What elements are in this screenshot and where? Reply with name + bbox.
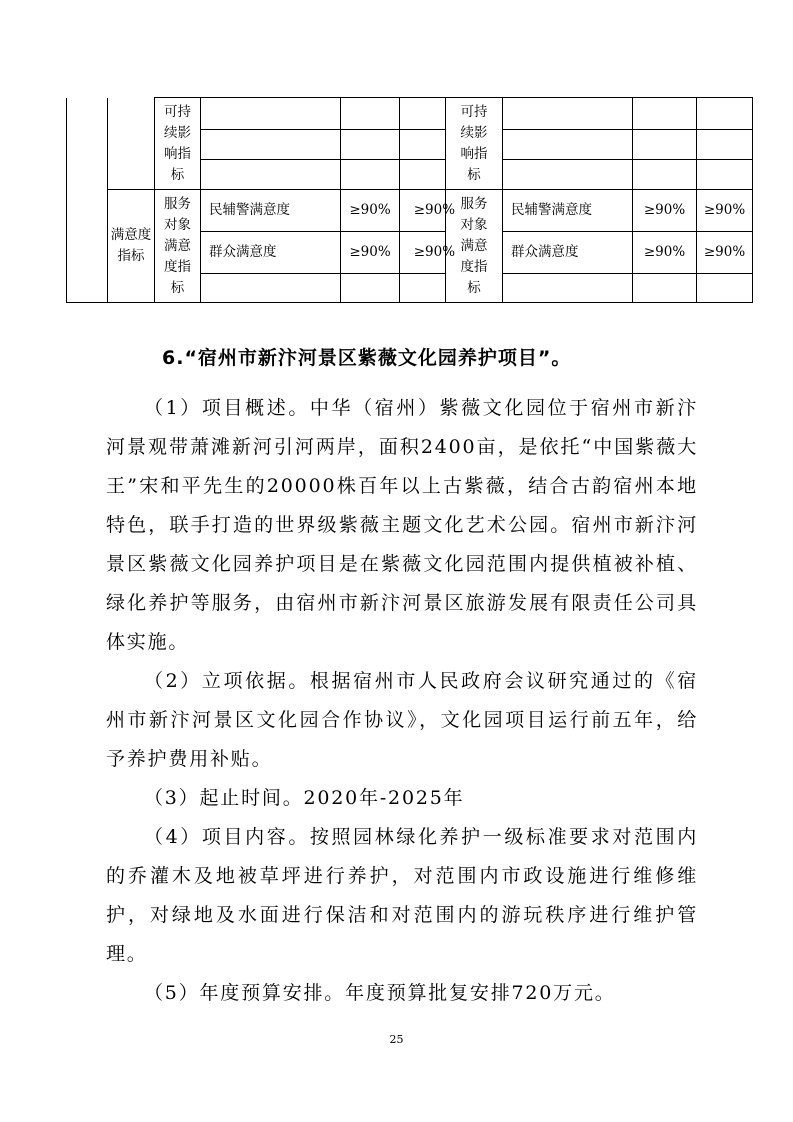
category-cell-blank bbox=[108, 98, 155, 190]
target-value-2: ≥90% bbox=[633, 190, 697, 232]
service-indicator-label-2: 服务对象满意度指标 bbox=[446, 190, 503, 303]
table-cell bbox=[201, 274, 341, 303]
table-cell bbox=[341, 98, 400, 130]
table-cell bbox=[633, 160, 697, 190]
paragraph-period: （3）起止时间。2020年-2025年 bbox=[144, 787, 465, 809]
table-cell bbox=[697, 98, 753, 130]
table-cell bbox=[697, 274, 753, 303]
indicator-item: 群众满意度 bbox=[201, 232, 341, 274]
service-indicator-label: 服务对象满意度指标 bbox=[155, 190, 201, 303]
actual-value: ≥90% bbox=[400, 190, 446, 232]
actual-value: ≥90% bbox=[400, 232, 446, 274]
satisfaction-indicator-label: 满意度指标 bbox=[108, 190, 155, 303]
actual-value-2: ≥90% bbox=[697, 232, 753, 274]
table-cell bbox=[697, 160, 753, 190]
paragraph-basis: （2）立项依据。根据宿州市人民政府会议研究通过的《宿州市新汴河景区文化园合作协议》，文化园项目运行前五年，给予养护费用补贴。 bbox=[106, 670, 698, 770]
table-cell bbox=[633, 274, 697, 303]
sustain-indicator-label-2: 可持续影响指标 bbox=[446, 98, 503, 190]
table-cell bbox=[201, 98, 341, 130]
target-value: ≥90% bbox=[341, 232, 400, 274]
table-cell bbox=[400, 130, 446, 160]
indicator-item: 民辅警满意度 bbox=[201, 190, 341, 232]
target-value-2: ≥90% bbox=[633, 232, 697, 274]
table-cell bbox=[633, 98, 697, 130]
table-cell bbox=[400, 160, 446, 190]
target-value: ≥90% bbox=[341, 190, 400, 232]
table-cell bbox=[341, 130, 400, 160]
paragraph-content: （4）项目内容。按照园林绿化养护一级标准要求对范围内的乔灌木及地被草坪进行养护，对范围内市政设施进行维修维护，对绿地及水面进行保洁和对范围内的游玩秩序进行维护管理。 bbox=[106, 826, 698, 965]
table-cell bbox=[341, 160, 400, 190]
table-cell bbox=[697, 130, 753, 160]
indicator-item-2: 民辅警满意度 bbox=[503, 190, 633, 232]
performance-indicator-table bbox=[66, 97, 753, 303]
table-cell bbox=[201, 160, 341, 190]
table-cell bbox=[633, 130, 697, 160]
first-column-cell bbox=[67, 98, 108, 303]
table-cell bbox=[341, 274, 400, 303]
indicator-item-2: 群众满意度 bbox=[503, 232, 633, 274]
table-cell bbox=[201, 130, 341, 160]
table-cell bbox=[503, 274, 633, 303]
sustain-indicator-label: 可持续影响指标 bbox=[155, 98, 201, 190]
section-heading: 6.“宿州市新汴河景区紫薇文化园养护项目”。 bbox=[162, 347, 572, 369]
page-number: 25 bbox=[389, 1033, 404, 1046]
actual-value-2: ≥90% bbox=[697, 190, 753, 232]
table-cell bbox=[400, 274, 446, 303]
table-cell bbox=[503, 130, 633, 160]
paragraph-overview: （1）项目概述。中华（宿州）紫薇文化园位于宿州市新汴河景观带萧滩新河引河两岸，面积2400亩，是依托“中国紫薇大王”宋和平先生的20000株百年以上古紫薇，结合古韵宿州本地特色，联手打造的世界级紫薇主题文化艺术公园。宿州市新汴河景区紫薇文化园养护项目是在紫薇文化园范围内提供植被补植、绿化养护等服务，由宿州市新汴河景区旅游发展有限责任公司具体实施。 bbox=[106, 397, 698, 653]
table-cell bbox=[400, 98, 446, 130]
table-cell bbox=[503, 98, 633, 130]
table-cell bbox=[503, 160, 633, 190]
paragraph-budget: （5）年度预算安排。年度预算批复安排720万元。 bbox=[144, 982, 616, 1004]
